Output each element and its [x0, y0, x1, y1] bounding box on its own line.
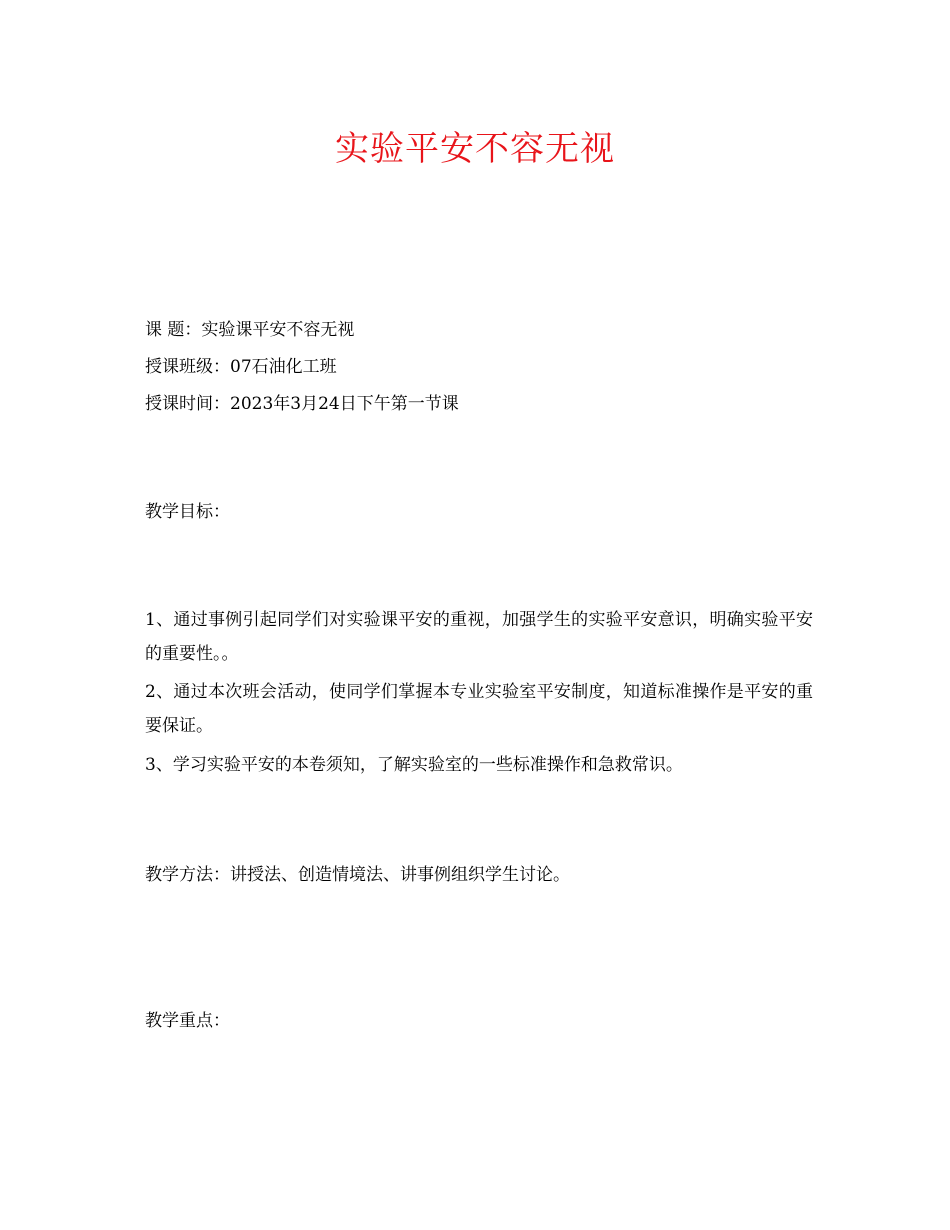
lesson-time: 授课时间：2023年3月24日下午第一节课 [145, 394, 459, 414]
lesson-class: 授课班级：07石油化工班 [145, 357, 337, 377]
teaching-methods: 教学方法：讲授法、创造情境法、讲事例组织学生讨论。 [145, 865, 570, 885]
document-title: 实验平安不容无视 [335, 129, 615, 169]
objectives-heading: 教学目标： [145, 502, 230, 522]
focus-heading: 教学重点： [145, 1011, 230, 1031]
lesson-topic: 课 题：实验课平安不容无视 [145, 320, 355, 340]
objective-item-3: 3、学习实验平安的本卷须知，了解实验室的一些标准操作和急救常识。 [145, 755, 683, 775]
objective-item-1: 1、通过事例引起同学们对实验课平安的重视，加强学生的实验平安意识，明确实验平安的重要性。。 [145, 610, 813, 664]
objective-item-2: 2、通过本次班会活动，使同学们掌握本专业实验室平安制度，知道标准操作是平安的重要保证。 [145, 682, 813, 736]
